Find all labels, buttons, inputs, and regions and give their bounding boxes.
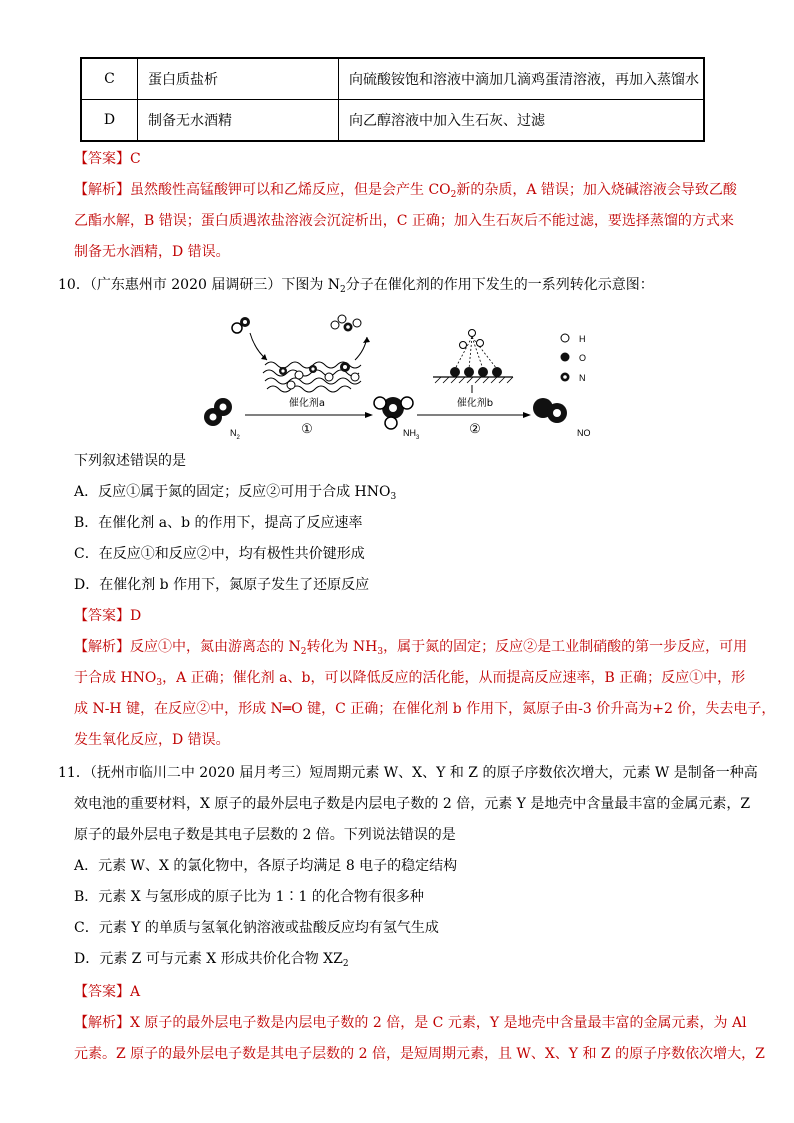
option-text: D．元素 Z 可与元素 X 形成共价化合物 XZ — [74, 951, 343, 967]
legend-n: N — [579, 373, 586, 383]
q11-option-c[interactable]: C．元素 Y 的单质与氢氧化钠溶液或盐酸反应均有氢气生成 — [74, 920, 439, 936]
q11-answer — [74, 985, 140, 999]
answer-label: 【答案】 — [74, 151, 130, 167]
table-cell-item: 制备无水酒精 — [138, 100, 339, 142]
q10-option-d[interactable]: D．在催化剂 b 作用下，氮原子发生了还原反应 — [74, 577, 370, 593]
q10-answer — [74, 609, 141, 623]
analysis-label: 【解析】 — [74, 182, 130, 198]
q11-analysis-line-1 — [74, 1016, 747, 1030]
q10-question: 下列叙述错误的是 — [74, 453, 186, 469]
analysis-label: 【解析】 — [74, 1015, 130, 1031]
q9-analysis-line-1 — [74, 183, 737, 200]
q10-option-b[interactable]: B．在催化剂 a、b 的作用下，提高了反应速率 — [74, 515, 363, 531]
table-row — [81, 58, 704, 100]
h2-molecule-icon — [232, 317, 250, 333]
q11-option-b[interactable]: B．元素 X 与氢形成的原子比为 1∶1 的化合物有很多种 — [74, 889, 424, 905]
analysis-text: ，A 正确；催化剂 a、b，可以降低反应的活化能，从而提高反应速率，B 正确；反应①中，形 — [162, 670, 746, 686]
q10-stem — [58, 278, 654, 295]
legend-o: O — [579, 353, 587, 363]
table-row — [81, 100, 704, 142]
analysis-text: 虽然酸性高锰酸钾可以和乙烯反应，但是会产生 CO — [130, 182, 451, 198]
subscript: 3 — [377, 647, 384, 657]
subscript: 2 — [340, 285, 346, 295]
q10-analysis-line-3: 成 N-H 键，在反应②中，形成 N═O 键，C 正确；在催化剂 b 作用下，氮原子由-3 价升高为+2 价，失去电子， — [74, 701, 776, 717]
q9-analysis-line-2: 乙酯水解，B 错误；蛋白质遇浓盐溶液会沉淀析出，C 正确；加入生石灰后不能过滤，要选择蒸馏的方式来 — [74, 213, 734, 229]
atom-legend — [561, 334, 587, 383]
q11-stem-line-3: 原子的最外层电子数是其电子层数的 2 倍。下列说法错误的是 — [74, 827, 456, 843]
option-text: A．反应①属于氮的固定；反应②可用于合成 HNO — [74, 484, 391, 500]
nh3-molecule-icon — [331, 315, 361, 332]
analysis-text: 转化为 NH — [306, 639, 378, 655]
catalyst-b-surface — [433, 330, 513, 384]
step-2-label: ② — [469, 422, 481, 437]
answer-value: C — [130, 151, 141, 167]
nh3-molecule-icon — [374, 397, 413, 429]
options-table — [80, 57, 705, 142]
stem-text: 10．（广东惠州市 2020 届调研三）下图为 N — [58, 277, 341, 293]
analysis-text: X 原子的最外层电子数是内层电子数的 2 倍，是 C 元素，Y 是地壳中含量最丰富的金属元素，为 Al — [130, 1015, 747, 1031]
analysis-text: ，属于氮的固定；反应②是工业制硝酸的第一步反应，可用 — [383, 639, 748, 655]
no-label: NO — [577, 428, 591, 438]
analysis-text: 于合成 HNO — [74, 670, 157, 686]
adsorbed-atoms — [279, 362, 359, 389]
no-molecule-icon — [533, 398, 567, 423]
table-cell-method: 向乙醇溶液中加入生石灰、过滤 — [339, 100, 705, 142]
answer-value: A — [130, 984, 141, 1000]
n2-label: $N_2$ — [230, 428, 240, 441]
catalyst-b-label: 催化剂b — [456, 398, 494, 409]
q11-analysis-line-2: 元素。Z 原子的最外层电子数是其电子层数的 2 倍，是短周期元素，且 W、X、Y 和 Z 的原子序数依次增大，Z — [74, 1046, 765, 1062]
q11-stem-line-1: 11．（抚州市临川二中 2020 届月考三）短周期元素 W、X、Y 和 Z 的原子序数依次增大，元素 W 是制备一种高 — [58, 765, 758, 781]
catalyst-a-label: 催化剂a — [288, 398, 326, 409]
analysis-text: 新的杂质，A 错误；加入烧碱溶液会导致乙酸 — [456, 182, 737, 198]
n2-molecule-icon — [204, 398, 232, 426]
subscript: 2 — [450, 190, 457, 200]
q10-option-c[interactable]: C．在反应①和反应②中，均有极性共价键形成 — [74, 546, 365, 562]
legend-h: H — [579, 334, 586, 344]
table-cell-letter: D — [81, 100, 138, 142]
q11-stem-line-2: 效电池的重要材料，X 原子的最外层电子数是内层电子数的 2 倍，元素 Y 是地壳中含量最丰富的金属元素，Z — [74, 796, 751, 812]
q11-option-d[interactable] — [74, 952, 349, 969]
subscript: 3 — [390, 492, 397, 502]
analysis-text: 反应①中，氮由游离态的 N — [130, 639, 301, 655]
answer-value: D — [130, 608, 142, 624]
subscript: 2 — [342, 959, 349, 969]
subscript: 3 — [156, 678, 163, 688]
table-cell-method: 向硫酸铵饱和溶液中滴加几滴鸡蛋清溶液，再加入蒸馏水 — [339, 58, 705, 100]
stem-text: 分子在催化剂的作用下发生的一系列转化示意图： — [345, 277, 654, 293]
q11-option-a[interactable]: A．元素 W、X 的氯化物中，各原子均满足 8 电子的稳定结构 — [74, 858, 458, 874]
q9-analysis-line-3: 制备无水酒精，D 错误。 — [74, 244, 230, 260]
table-cell-item: 蛋白质盐析 — [138, 58, 339, 100]
q10-analysis-line-4: 发生氧化反应，D 错误。 — [74, 732, 230, 748]
n2-conversion-figure — [195, 305, 615, 445]
table-cell-letter: C — [81, 58, 138, 100]
q9-answer — [74, 152, 141, 166]
nh3-label: $NH_3$ — [403, 428, 420, 441]
answer-label: 【答案】 — [74, 984, 130, 1000]
q10-option-a[interactable] — [74, 485, 396, 502]
step-1-label: ① — [301, 422, 313, 437]
analysis-label: 【解析】 — [74, 639, 130, 655]
q10-analysis-line-1 — [74, 640, 747, 657]
answer-label: 【答案】 — [74, 608, 130, 624]
subscript: 2 — [300, 647, 307, 657]
q10-analysis-line-2 — [74, 671, 745, 688]
